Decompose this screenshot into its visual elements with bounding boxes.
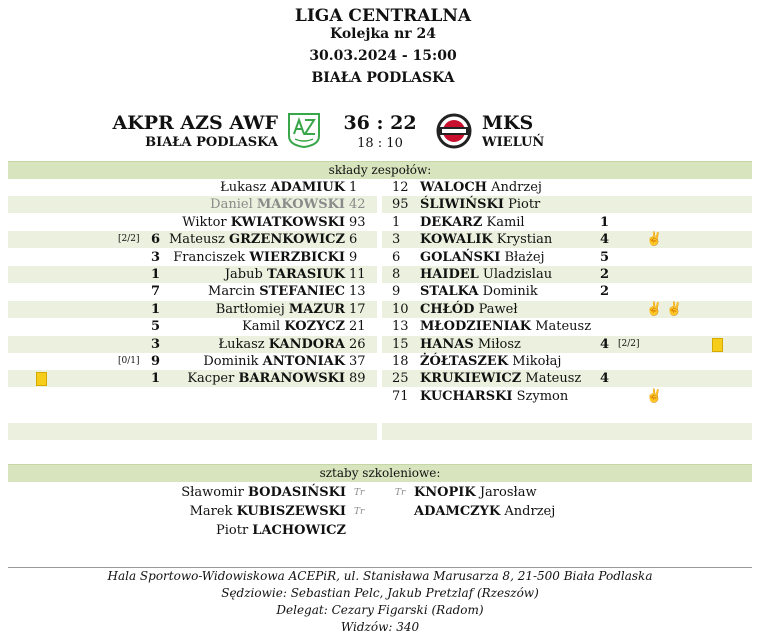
delegate-info: Delegat: Cezary Figarski (Radom): [276, 603, 484, 617]
away-player-last-name: KRUKIEWICZ: [420, 371, 522, 387]
away-player-name: [420, 370, 581, 387]
home-player-number: 37: [349, 354, 366, 369]
home-staff-first-name: Marek: [189, 504, 233, 519]
home-goals: 1: [151, 301, 161, 317]
away-player-name: [420, 388, 568, 405]
away-player-first-name: Piotr: [508, 197, 541, 213]
home-player-name: [225, 266, 345, 283]
away-player-name: [420, 318, 591, 335]
away-player-row: [382, 423, 752, 440]
home-goals: 6: [151, 232, 161, 248]
away-staff-member: [414, 504, 555, 519]
home-goals: 1: [151, 267, 161, 282]
yellow-card-icon: [712, 338, 723, 352]
home-player-first-name: Marcin: [208, 284, 256, 300]
home-player-last-name: ADAMIUK: [270, 180, 345, 195]
home-player-last-name: WIERZBICKI: [249, 249, 345, 265]
home-player-row: [8, 370, 377, 387]
home-player-row: [8, 423, 377, 440]
away-player-first-name: Miłosz: [477, 336, 521, 352]
home-player-first-name: Jabub: [224, 267, 263, 282]
home-staff-member: [181, 485, 346, 500]
home-staff-first-name: Piotr: [215, 523, 249, 538]
home-player-name: [182, 214, 345, 231]
home-player-last-name: MAZUR: [288, 301, 345, 317]
away-player-row: [382, 179, 752, 196]
home-player-first-name: Bartłomiej: [215, 301, 285, 317]
away-player-number: 71: [392, 388, 409, 404]
away-player-name: [420, 249, 545, 266]
away-player-name: [420, 196, 540, 213]
away-player-row: [382, 353, 752, 370]
match-datetime: 30.03.2024 - 15:00: [309, 48, 457, 64]
away-goals: 2: [600, 267, 610, 282]
away-team-name: MKS: [482, 112, 534, 134]
away-player-last-name: MŁODZIENIAK: [420, 319, 532, 335]
home-player-number: 9: [349, 249, 358, 265]
footer-divider: [8, 567, 752, 568]
league-title: LIGA CENTRALNA: [294, 6, 472, 26]
away-player-row: [382, 266, 752, 283]
away-player-last-name: ŚLIWIŃSKI: [420, 197, 504, 213]
away-player-last-name: HAIDEL: [420, 267, 479, 282]
home-player-number: 21: [349, 319, 366, 335]
away-team-city: WIELUŃ: [482, 135, 545, 150]
suspension-icon: ✌: [646, 388, 663, 404]
away-player-number: 13: [392, 319, 409, 335]
home-player-first-name: Daniel: [210, 197, 253, 213]
home-player-first-name: Kacper: [187, 371, 235, 387]
away-goals: 1: [600, 214, 610, 230]
away-player-last-name: KOWALIK: [420, 232, 493, 248]
home-player-name: [210, 196, 345, 213]
away-player-name: [420, 179, 542, 196]
home-player-last-name: KANDORA: [268, 336, 345, 352]
home-player-last-name: GRZENKOWICZ: [229, 232, 345, 248]
home-player-number: 11: [349, 267, 366, 282]
away-player-row: [382, 336, 752, 353]
away-player-last-name: GOLAŃSKI: [420, 249, 501, 265]
away-player-number: 25: [392, 371, 409, 387]
home-player-last-name: KOZYCZ: [284, 319, 345, 335]
home-player-first-name: Mateusz: [169, 232, 225, 248]
home-staff-member: [216, 523, 346, 538]
away-player-number: 8: [392, 267, 401, 282]
home-player-number: 26: [349, 336, 366, 352]
away-player-first-name: Uladzislau: [482, 267, 553, 282]
home-player-first-name: Wiktor: [182, 214, 227, 230]
home-staff-last-name: KUBISZEWSKI: [236, 504, 346, 519]
away-player-name: [420, 336, 521, 353]
home-player-first-name: Łukasz: [218, 336, 265, 352]
away-player-name: [420, 301, 518, 318]
away-staff-last-name: KNOPIK: [414, 485, 476, 500]
suspension-icon: ✌ ✌: [646, 301, 683, 317]
home-seven-meters: [2/2]: [118, 234, 140, 245]
away-player-row: [382, 440, 752, 457]
home-goals: 3: [151, 336, 161, 352]
home-staff-role: Tr: [354, 507, 365, 517]
away-player-first-name: Mikołaj: [512, 354, 562, 369]
home-player-name: [242, 318, 345, 335]
home-player-row: [8, 179, 377, 196]
away-player-row: [382, 405, 752, 422]
away-player-last-name: ŻÓŁTASZEK: [420, 354, 509, 369]
home-player-name: [208, 283, 345, 300]
away-player-row: [382, 370, 752, 387]
home-player-number: 42: [349, 197, 366, 213]
home-player-number: 93: [349, 214, 366, 230]
away-player-last-name: DEKARZ: [420, 214, 483, 230]
away-player-first-name: Paweł: [478, 301, 518, 317]
home-player-row: [8, 283, 377, 300]
away-player-name: [420, 283, 538, 300]
home-player-row: [8, 196, 377, 213]
away-player-row: [382, 318, 752, 335]
home-player-number: 13: [349, 284, 366, 300]
home-goals: 1: [151, 371, 161, 387]
home-player-name: [173, 249, 345, 266]
away-player-number: 10: [392, 301, 409, 317]
referees-info: Sędziowie: Sebastian Pelc, Jakub Pretzlaf (Rzeszów): [221, 586, 539, 600]
home-player-first-name: Dominik: [203, 354, 259, 369]
home-player-number: 89: [349, 371, 366, 387]
home-staff-role: Tr: [354, 488, 365, 498]
home-player-row: [8, 405, 377, 422]
home-staff-first-name: Sławomir: [181, 485, 244, 500]
home-goals: 5: [151, 319, 161, 335]
home-player-row: [8, 388, 377, 405]
away-seven-meters: [2/2]: [618, 338, 640, 349]
away-player-row: [382, 283, 752, 300]
mks-wielun-logo-icon: [436, 113, 472, 149]
away-goals: 5: [600, 249, 610, 265]
away-goals: 2: [600, 284, 610, 300]
away-player-first-name: Kamil: [486, 214, 525, 230]
home-player-row: [8, 249, 377, 266]
away-player-last-name: STALKA: [420, 284, 479, 300]
away-player-number: 9: [392, 284, 401, 300]
away-staff-role: Tr: [395, 488, 406, 498]
away-player-first-name: Błażej: [504, 249, 545, 265]
final-score: 36 : 22: [343, 112, 417, 134]
home-player-name: [187, 370, 345, 387]
away-goals: 4: [600, 232, 610, 248]
away-player-last-name: WALOCH: [420, 180, 487, 195]
suspension-icon: ✌: [646, 232, 663, 248]
yellow-card-icon: [36, 372, 47, 386]
away-player-name: [420, 266, 552, 283]
away-player-row: [382, 301, 752, 318]
home-player-row: [8, 336, 377, 353]
home-player-row: [8, 440, 377, 457]
home-seven-meters: [0/1]: [118, 356, 140, 366]
home-player-number: 6: [349, 232, 358, 248]
away-player-first-name: Andrzej: [491, 180, 542, 195]
home-goals: 3: [151, 249, 161, 265]
home-player-row: [8, 266, 377, 283]
match-city: BIAŁA PODLASKA: [311, 70, 455, 86]
away-player-last-name: HANAS: [420, 336, 474, 352]
home-goals: 9: [151, 354, 161, 369]
home-player-name: [220, 179, 345, 196]
home-staff-member: [190, 504, 346, 519]
away-player-number: 18: [392, 354, 409, 369]
home-player-name: [218, 336, 345, 353]
away-player-first-name: Dominik: [482, 284, 538, 300]
away-player-number: 12: [392, 180, 409, 195]
home-staff-last-name: BODASIŃSKI: [247, 485, 346, 500]
home-player-name: [169, 231, 345, 248]
home-player-last-name: ANTONIAK: [262, 354, 345, 369]
azs-logo-icon: [287, 112, 321, 148]
away-player-first-name: Mateusz: [525, 371, 582, 387]
away-player-first-name: Mateusz: [535, 319, 592, 335]
home-goals: 7: [151, 284, 161, 300]
away-player-last-name: KUCHARSKI: [420, 388, 513, 404]
home-player-number: 1: [349, 180, 358, 195]
rosters-section-label: składy zespołów:: [328, 163, 432, 177]
home-player-last-name: MAKOWSKI: [256, 197, 345, 213]
away-player-row: [382, 214, 752, 231]
home-team-name: AKPR AZS AWF: [112, 112, 278, 134]
home-player-last-name: TARASIUK: [266, 267, 345, 282]
away-player-number: 6: [392, 249, 401, 265]
home-player-last-name: KWIATKOWSKI: [230, 214, 345, 230]
away-player-row: [382, 388, 752, 405]
spectators-info: Widzów: 340: [340, 620, 420, 634]
venue-info: Hala Sportowo-Widowiskowa ACEPiR, ul. Stanisława Marusarza 8, 21-500 Biała Podlaska: [107, 569, 653, 583]
home-player-first-name: Franciszek: [173, 249, 246, 265]
away-player-name: [420, 214, 525, 231]
away-player-row: [382, 249, 752, 266]
home-player-first-name: Łukasz: [220, 180, 267, 195]
home-player-row: [8, 214, 377, 231]
away-player-first-name: Szymon: [516, 388, 569, 404]
staff-section-header: [8, 464, 752, 482]
away-goals: 4: [600, 336, 610, 352]
away-player-last-name: CHŁÓD: [420, 301, 475, 317]
home-staff-last-name: LACHOWICZ: [252, 523, 346, 538]
away-player-number: 3: [392, 232, 401, 248]
home-player-row: [8, 231, 377, 248]
away-staff-first-name: Jarosław: [479, 485, 537, 500]
home-player-row: [8, 301, 377, 318]
away-goals: 4: [600, 371, 610, 387]
home-team-city: BIAŁA PODLASKA: [145, 135, 278, 150]
away-player-number: 95: [392, 197, 409, 213]
home-player-row: [8, 318, 377, 335]
halftime-score: 18 : 10: [357, 136, 403, 151]
home-player-number: 17: [349, 301, 366, 317]
away-player-number: 1: [392, 214, 401, 230]
away-player-name: [420, 231, 552, 248]
staff-section-label: sztaby szkoleniowe:: [319, 466, 441, 480]
home-player-first-name: Kamil: [242, 319, 281, 335]
home-player-row: [8, 353, 377, 370]
away-player-number: 15: [392, 336, 409, 352]
rosters-section-header: [8, 161, 752, 179]
away-staff-first-name: Andrzej: [504, 504, 556, 519]
away-staff-last-name: ADAMCZYK: [414, 504, 501, 519]
away-player-row: [382, 231, 752, 248]
home-player-name: [203, 353, 345, 370]
away-staff-member: [414, 485, 537, 500]
home-player-last-name: BARANOWSKI: [238, 371, 345, 387]
home-player-last-name: STEFANIEC: [259, 284, 345, 300]
away-player-first-name: Krystian: [496, 232, 553, 248]
round-label: Kolejka nr 24: [329, 26, 437, 42]
home-player-name: [216, 301, 345, 318]
away-player-row: [382, 196, 752, 213]
away-player-name: [420, 353, 561, 370]
